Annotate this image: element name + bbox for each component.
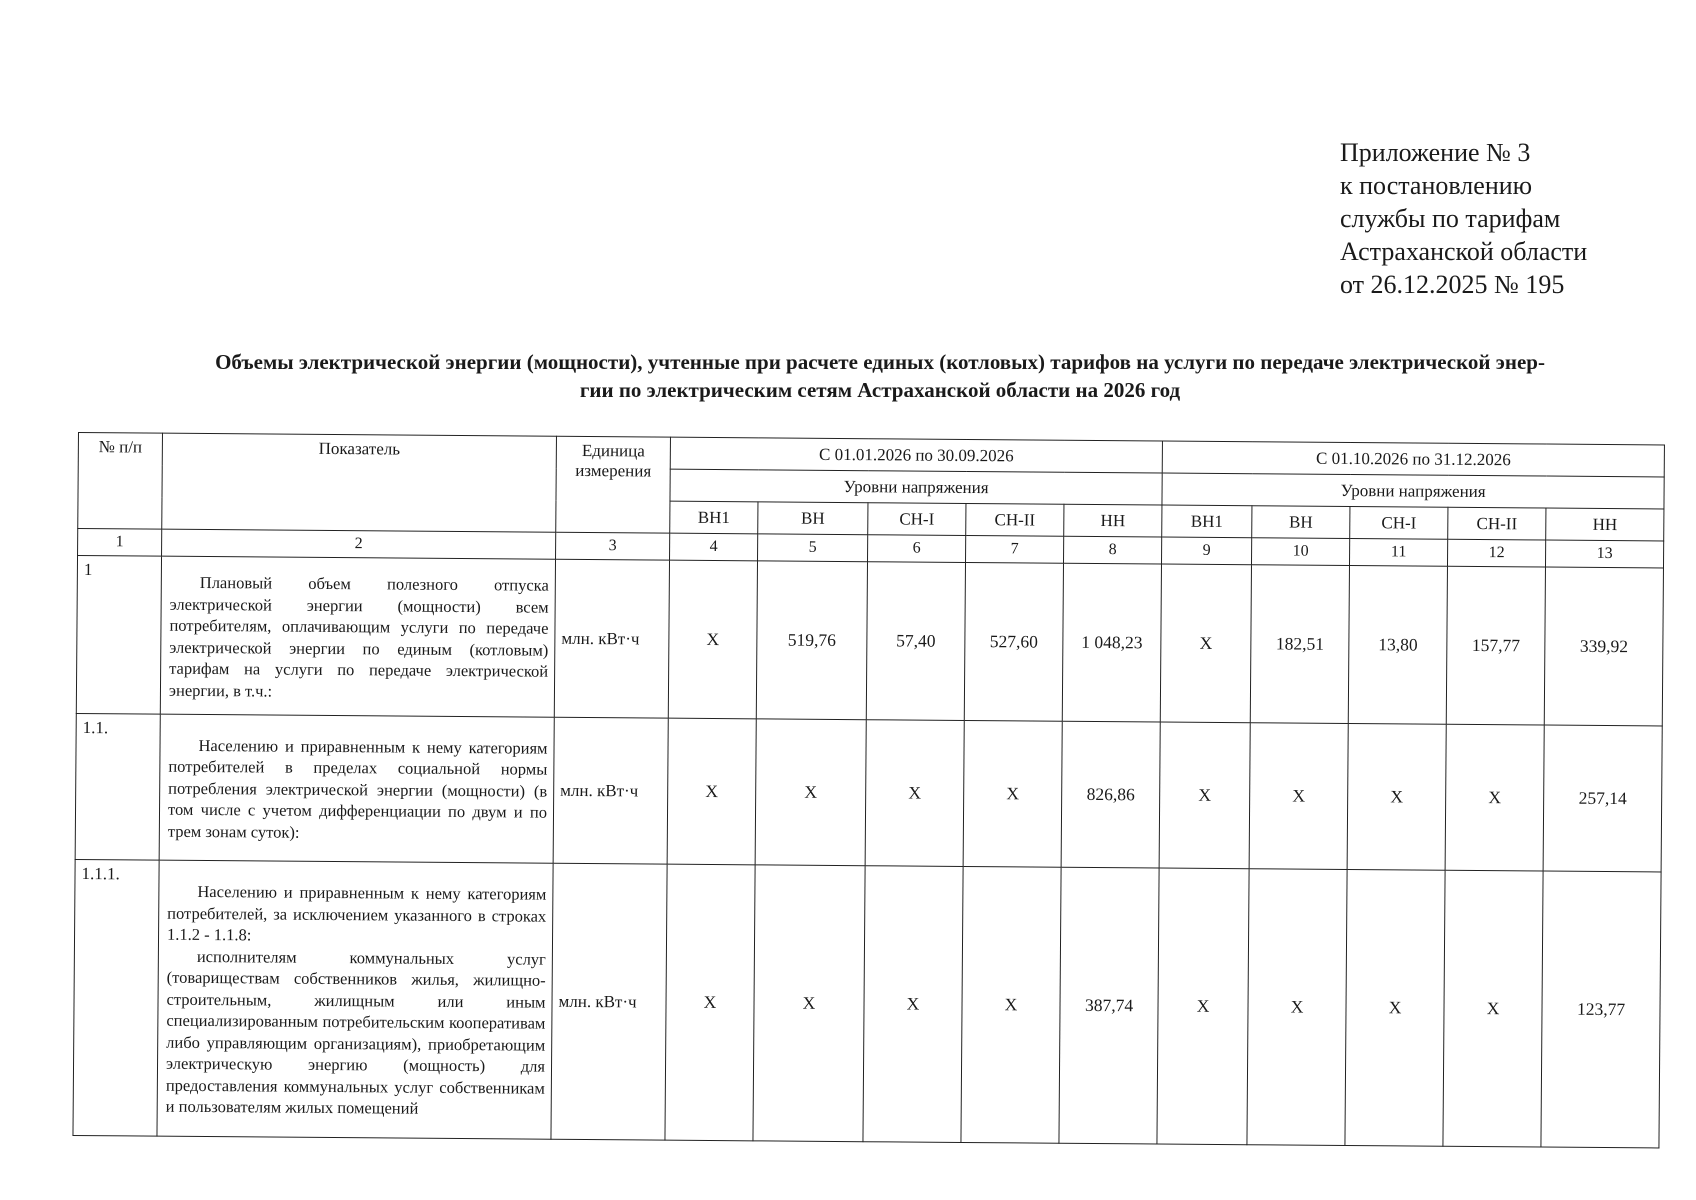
unit-cell: млн. кВт·ч [551, 863, 667, 1140]
header-unit: Единица измерения [556, 436, 671, 533]
column-number: 11 [1350, 538, 1448, 566]
header-period-1: С 01.01.2026 по 30.09.2026 [670, 437, 1162, 473]
appendix-line: Приложение № 3 [1340, 138, 1531, 167]
value-cell: Х [863, 866, 963, 1143]
title-line: гии по электрическим сетям Астраханской области на 2026 год [579, 378, 1181, 402]
value-cell: 527,60 [964, 562, 1063, 721]
unit-cell: млн. кВт·ч [553, 717, 668, 864]
unit-cell: млн. кВт·ч [554, 559, 669, 718]
header-voltage-level: СН-II [1448, 507, 1546, 540]
row-number: 1.1. [75, 713, 160, 860]
header-period-2: С 01.10.2026 по 31.12.2026 [1162, 441, 1664, 477]
header-indicator: Показатель [162, 433, 557, 532]
appendix-line: от 26.12.2025 № 195 [1340, 270, 1565, 299]
header-voltage-level: СН-II [966, 503, 1064, 536]
appendix-block [1340, 136, 1587, 301]
value-cell: Х [665, 864, 755, 1141]
column-number: 2 [162, 529, 556, 559]
header-num: № п/п [78, 433, 163, 530]
row-number: 1 [76, 556, 161, 715]
header-voltage-level: ВН1 [1162, 505, 1252, 538]
column-number: 6 [868, 535, 966, 563]
indicator-cell [159, 714, 554, 863]
value-cell: Х [1249, 723, 1348, 870]
value-cell: 1 048,23 [1062, 563, 1161, 722]
table-body [73, 556, 1664, 1148]
table-row [73, 859, 1661, 1147]
indicator-text: Населению и приравненным к нему категориям потребителей, за исключением указанного в строках 1.1.2 - 1.1.8: [166, 882, 547, 945]
row-number: 1.1.1. [73, 859, 159, 1136]
value-cell: 339,92 [1544, 567, 1663, 726]
header-voltage-level: НН [1546, 508, 1664, 541]
indicator-text: Плановый объем полезного отпуска электрической энергии (мощности) всем потребителям, оплачивающим услуги по передаче электрической энергии по единым (котловым) тарифам на услуги по передаче электрической энергии, в т.ч.: [168, 572, 549, 701]
column-number: 13 [1546, 540, 1664, 568]
header-voltage-level: СН-I [1350, 506, 1448, 539]
value-cell: 182,51 [1250, 565, 1349, 724]
volumes-table-wrapper [72, 432, 1665, 1148]
value-cell: 257,14 [1543, 725, 1662, 872]
column-number: 8 [1063, 536, 1161, 564]
table-row [75, 713, 1662, 871]
column-number: 4 [670, 533, 758, 561]
value-cell: 519,76 [756, 561, 867, 720]
column-number: 10 [1252, 538, 1350, 566]
table-row [76, 556, 1663, 726]
value-cell: Х [1443, 870, 1543, 1147]
indicator-text: исполнителям коммунальных услуг (товариществам собственников жилья, жилищно-строительным, жилищным или иным специализированным потребительским кооперативам либо управляющим организациям), приобретающим электрическую энергию (мощность) для предоставления коммунальных услуг собственникам и пользователям жилых помещений [165, 946, 546, 1118]
value-cell: Х [755, 719, 866, 866]
header-voltage-level: ВН [1252, 506, 1350, 539]
value-cell: 826,86 [1061, 721, 1160, 868]
column-number: 5 [758, 534, 868, 562]
value-cell: Х [1160, 564, 1251, 723]
value-cell: 387,74 [1059, 867, 1159, 1144]
indicator-cell [160, 556, 555, 717]
title-line: Объемы электрической энергии (мощности), учтенные при расчете единых (котловых) тарифов на услуги по передаче электрической энер- [215, 350, 1545, 374]
header-voltage-levels-1: Уровни напряжения [670, 469, 1162, 505]
header-voltage-level: НН [1064, 504, 1162, 537]
value-cell: 57,40 [866, 562, 965, 721]
column-number: 12 [1448, 539, 1546, 567]
value-cell: Х [1347, 723, 1446, 870]
indicator-cell [157, 860, 553, 1139]
header-voltage-levels-2: Уровни напряжения [1162, 473, 1664, 509]
value-cell: Х [1157, 868, 1249, 1145]
header-voltage-level: ВН1 [670, 501, 758, 534]
header-voltage-level: СН-I [868, 503, 966, 536]
value-cell: Х [1345, 869, 1445, 1146]
value-cell: Х [865, 720, 964, 867]
header-voltage-level: ВН [758, 502, 868, 535]
value-cell: Х [667, 718, 756, 865]
value-cell: 13,80 [1348, 565, 1447, 724]
column-number: 9 [1162, 537, 1252, 565]
value-cell: Х [1247, 869, 1347, 1146]
appendix-line: Астраханской области [1340, 237, 1588, 266]
value-cell: Х [753, 865, 865, 1142]
column-number: 1 [78, 529, 162, 557]
value-cell: Х [963, 720, 1062, 867]
document-title [100, 348, 1660, 404]
column-number: 7 [966, 535, 1064, 563]
appendix-line: к постановлению [1340, 171, 1533, 200]
appendix-line: службы по тарифам [1340, 204, 1561, 233]
value-cell: Х [1159, 722, 1250, 869]
volumes-table [72, 432, 1665, 1148]
value-cell: 123,77 [1541, 871, 1661, 1148]
value-cell: 157,77 [1446, 566, 1545, 725]
indicator-text: Населению и приравненным к нему категориям потребителей в пределах социальной нормы потребления электрической энергии (мощности) (в том числе с учетом дифференциации по двум и по трем зонам суток): [167, 735, 548, 842]
column-number: 3 [556, 532, 670, 560]
value-cell: Х [668, 560, 757, 719]
value-cell: Х [961, 866, 1061, 1143]
value-cell: Х [1445, 724, 1544, 871]
